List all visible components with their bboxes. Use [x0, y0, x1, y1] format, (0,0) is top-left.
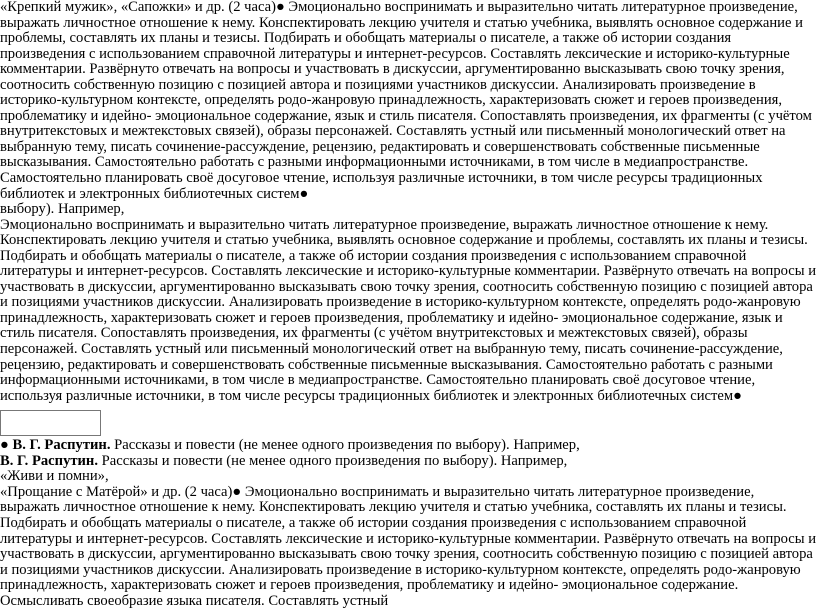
author-name: В. Г. Распутин. — [0, 452, 98, 469]
empty-box — [0, 410, 101, 436]
paragraph-kreпkiy-muzhik: «Крепкий мужик», «Сапожки» и др. (2 часа)● Эмоционально воспринимать и выразительно читать литературное произведение, выражать личностное отношение к нему. Конспектировать лекцию учителя и статью учебника, выявлять основное содержание и проблемы, составлять их планы и тезисы. Подбирать и обобщать материалы о писателе, а также об истории создания произведения с использованием справочной литературы и интернет-ресурсов. Составлять лексические и историко-культурные комментарии. Развёрнуто отвечать на вопросы и участвовать в дискуссии, аргументированно высказывать свою точку зрения, соотносить собственную позицию с позицией автора и позициями участников дискуссии. Анализировать произведение в историко-культурном контексте, определять родо-жанровую принадлежность, характеризовать сюжет и героев произведения, проблематику и идейно- эмоциональное содержание, язык и стиль писателя. Сопоставлять произведения, их фрагменты (с учётом внутритекстовых и межтекстовых связей), образы персонажей. Составлять устный или письменный монологический ответ на выбранную тему, писать сочинение-рассуждение, рецензию, редактировать и совершенствовать собственные письменные высказывания. Самостоятельно работать с разными информационными источниками, в том числе в медиапространстве. Самостоятельно планировать своё досуговое чтение, используя различные источники, в том числе ресурсы традиционных библиотек и электронных библиотечных систем● — [0, 0, 812, 202]
rasputin-line-1 — [0, 438, 816, 454]
line-vybor: выбору). Например, — [0, 201, 125, 218]
line-zhivi-i-pomni: «Живи и помни», — [0, 468, 109, 485]
bullet-glyph: ● — [0, 437, 13, 454]
rasputin-description: Рассказы и повести (не менее одного произведения по выбору). Например, — [98, 452, 568, 469]
paragraph-emotsionalno: Эмоционально воспринимать и выразительно читать литературное произведение, выражать личностное отношение к нему. Конспектировать лекцию учителя и статью учебника, выявлять основное содержание и проблемы, составлять их планы и тезисы. Подбирать и обобщать материалы о писателе, а также об истории создания произведения с использованием справочной литературы и интернет-ресурсов. Составлять лексические и историко-культурные комментарии. Развёрнуто отвечать на вопросы и участвовать в дискуссии, аргументированно высказывать свою точку зрения, соотносить собственную позицию с позицией автора и позициями участников дискуссии. Анализировать произведение в историко-культурном контексте, определять родо-жанровую принадлежность, характеризовать сюжет и героев произведения, проблематику и идейно- эмоциональное содержание, язык и стиль писателя. Сопоставлять произведения, их фрагменты (с учётом внутритекстовых и межтекстовых связей), образы персонажей. Составлять устный или письменный монологический ответ на выбранную тему, писать сочинение-рассуждение, рецензию, редактировать и совершенствовать собственные письменные высказывания. Самостоятельно работать с разными информационными источниками, в том числе в медиапространстве. Самостоятельно планировать своё досуговое чтение, используя различные источники, в том числе ресурсы традиционных библиотек и электронных библиотечных систем● — [0, 216, 816, 404]
rasputin-description: Рассказы и повести (не менее одного произведения по выбору). Например, — [110, 437, 580, 454]
rasputin-line-2 — [0, 454, 816, 470]
author-name: В. Г. Распутин. — [12, 437, 111, 454]
paragraph-proshchanie: «Прощание с Матёрой» и др. (2 часа)● Эмоционально воспринимать и выразительно читать литературное произведение, выражать личностное отношение к нему. Конспектировать лекцию учителя и статью учебника, составлять их планы и тезисы. Подбирать и обобщать материалы о писателе, а также об истории создания произведения с использованием справочной литературы и интернет-ресурсов. Составлять лексические и историко-культурные комментарии. Развёрнуто отвечать на вопросы и участвовать в дискуссии, аргументированно высказывать свою точку зрения, соотносить собственную позицию с позицией автора и позициями участников дискуссии. Анализировать произведение в историко-культурном контексте, определять родо-жанровую принадлежность, характеризовать сюжет и героев произведения, проблематику и идейно- эмоциональное содержание. Осмысливать своеобразие языка писателя. Составлять устный — [0, 483, 816, 609]
